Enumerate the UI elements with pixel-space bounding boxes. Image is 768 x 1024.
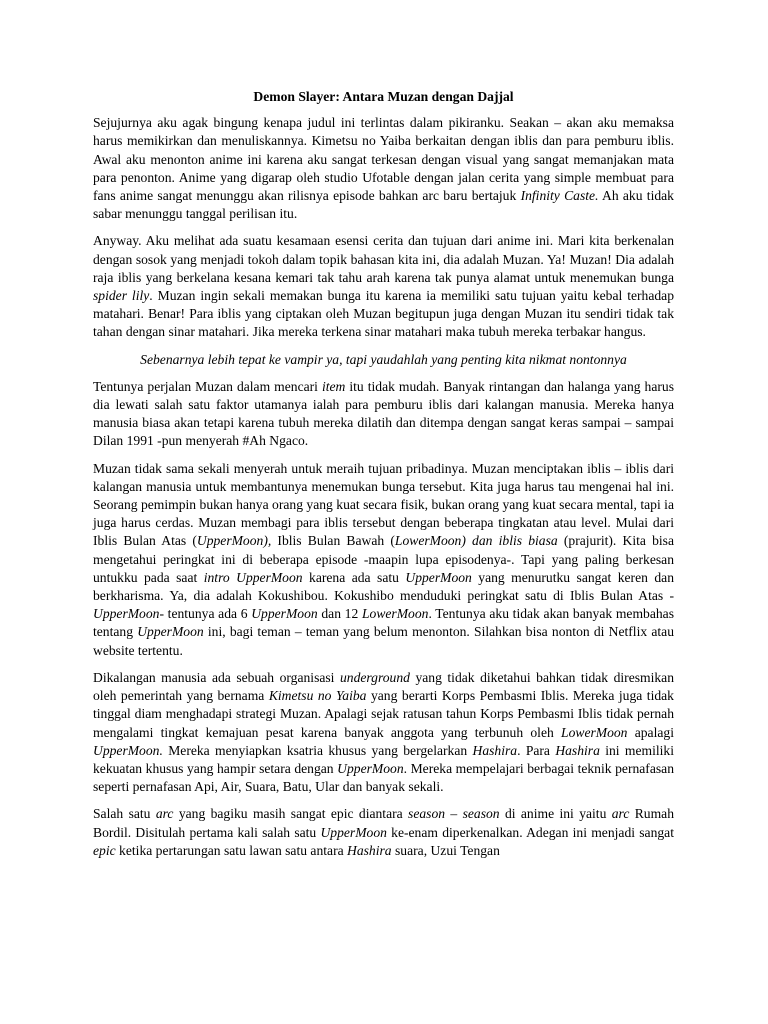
text-run: suara, Uzui Tengan (391, 842, 500, 858)
italic-text: Hashira (555, 742, 600, 758)
italic-text: UpperMoon (137, 624, 204, 640)
text-run: Dikalangan manusia ada sebuah organisasi (93, 669, 340, 685)
paragraph (93, 114, 674, 223)
paragraph (93, 232, 674, 341)
italic-text: UpperMoon (93, 606, 160, 622)
italic-text: arc (155, 806, 174, 822)
italic-text: season – season (408, 806, 500, 822)
text-run: Sebenarnya lebih tepat ke vampir ya, tapi yaudahlah yang penting kita nikmat nontonnya (140, 351, 627, 367)
text-run: yang tidak diketahui bahkan tidak diresmikan oleh pemerintah yang bernama (93, 669, 675, 704)
text-run: Rumah Bordil. Disitulah pertama kali salah satu (93, 806, 675, 840)
italic-text: spider lily (93, 288, 150, 304)
italic-text: underground (339, 669, 410, 685)
text-run: Muzan tidak sama sekali menyerah untuk meraih tujuan pribadinya. Muzan menciptakan iblis – iblis dari kalangan manusia untuk membantunya menemukan bunga tersebut. Kita juga harus tau mengenai hal ini. Seorang pemimpin bukan hanya orang yang kuat secara fisik, bukan orang yang kuat secara mental, tapi ia juga harus cerdas. Muzan membagi para iblis tersebut dengan beberapa tingkatan atau level. Mulai dari Iblis Bulan Atas ( (93, 460, 674, 549)
italic-text: Hashira (347, 842, 392, 858)
text-run: Iblis Bulan Bawah ( (271, 533, 395, 549)
italic-text: epic (93, 842, 116, 858)
text-run: Sejujurnya aku agak bingung kenapa judul ini terlintas dalam pikiranku. Seakan – akan aku memaksa harus memikirkan dan menuliskannya. Kimetsu no Yaiba berkaitan dengan iblis dan para pemburu iblis. Awal aku menonton anime ini karena aku sangat terkesan dengan visual yang sangat memanjakan mata para penonton. Anime yang digarap oleh studio Ufotable dengan jalan cerita yang simple membuat para fans anime sangat menunggu akan rilisnya episode bahkan arc baru bertajuk (93, 115, 674, 204)
text-run: Salah satu (93, 806, 156, 822)
text-run: Ah aku tidak sabar menunggu tanggal perilisan itu. (93, 188, 674, 222)
text-run: yang menurutku sangat keren dan berkharisma. Ya, dia adalah Kokushibou. Kokushibo menduduki peringkat satu di Iblis Bulan Atas - (93, 569, 674, 604)
text-run: karena ada satu (302, 569, 406, 585)
text-run: Anyway. Aku melihat ada suatu kesamaan esensi cerita dan tujuan dari anime ini. Mari kita berkenalan dengan sosok yang menjadi tokoh dalam topik bahasan kita ini, dia adalah Muzan. Ya! Muzan! Dia adalah raja iblis yang berkelana kesana kemari tak tahu arah karena tak punya alamat untuk menemukan bunga (93, 233, 674, 285)
text-run: Mereka menyiapkan ksatria khusus yang bergelarkan (162, 742, 473, 758)
document-body (93, 114, 674, 860)
text-run: Tentunya perjalan Muzan dalam mencari (93, 378, 322, 394)
italic-text: LowerMoon (561, 724, 628, 740)
text-run: - tentunya ada 6 (159, 606, 252, 622)
italic-text: item (321, 378, 346, 394)
italic-text: LowerMoon (361, 606, 429, 622)
paragraph (93, 378, 674, 451)
italic-text: UpperMoon (320, 824, 387, 840)
pull-quote (93, 351, 674, 369)
paragraph (93, 669, 674, 796)
italic-text: UpperMoon), (196, 533, 272, 549)
italic-text: Kimetsu no Yaiba (268, 688, 367, 704)
text-run: . Tentunya aku tidak akan banyak membahas tentang (93, 606, 674, 640)
italic-text: Infinity Caste. (520, 188, 599, 204)
text-run: ini, bagi teman – teman yang belum menonton. Silahkan bisa nonton di Netflix atau website tertentu. (93, 624, 674, 658)
paragraph (93, 805, 674, 860)
italic-text: Hashira (472, 742, 518, 758)
paragraph (93, 460, 674, 660)
text-run: ke-enam diperkenalkan. Adegan ini menjadi sangat (386, 824, 674, 840)
italic-text: UpperMoon. (93, 742, 163, 758)
text-run: itu tidak mudah. Banyak rintangan dan halanga yang harus dia lewati salah satu faktor utamanya ialah para pemburu iblis dari kalangan manusia. Mereka hanya manusia biasa akan tetapi karena tubuh mereka dilatih dan ditempa dengan sangat keras sampai – sampai Dilan 1991 -pun menyerah #Ah Ngaco. (93, 378, 675, 449)
text-run: yang bagiku masih sangat epic diantara (173, 806, 409, 822)
text-run: . Para (517, 742, 556, 758)
text-run: di anime ini yaitu (499, 806, 612, 822)
italic-text: UpperMoon (405, 569, 472, 585)
text-run: . Mereka mempelajari berbagai teknik pernafasan seperti pernafasan Api, Air, Suara, Batu, Ular dan banyak sekali. (93, 760, 674, 795)
text-run: . Muzan ingin sekali memakan bunga itu karena ia memiliki satu tujuan yaitu kebal terhadap matahari. Benar! Para iblis yang ciptakan oleh Muzan begitupun juga dengan Muzan itu sendiri tidak tak tahan dengan sinar matahari. Jika mereka terkena sinar matahari maka tubuh mereka terbakar hangus. (93, 288, 675, 340)
text-run: ketika pertarungan satu lawan satu antara (115, 842, 348, 858)
text-run: apalagi (627, 724, 674, 740)
italic-text: UpperMoon (337, 760, 404, 776)
italic-text: LowerMoon) dan iblis biasa (394, 533, 558, 549)
text-run: yang berarti Korps Pembasmi Iblis. Mereka juga tidak tinggal diam menghadapi strategi Muzan. Apalagi sejak ratusan tahun Korps Pembasmi Iblis tidak pernah mengalami tingkat kemajuan pesat karena banyak anggota yang terbunuh oleh (93, 688, 674, 740)
italic-text: UpperMoon (251, 606, 318, 622)
document-page (93, 88, 674, 869)
text-run: (prajurit). Kita bisa mengetahui peringkat ini di beberapa episode -maapin lupa episodenya-. Tapi yang paling berkesan untukku pada saat (93, 533, 674, 585)
italic-text: intro UpperMoon (203, 569, 303, 585)
text-run: dan 12 (317, 606, 362, 622)
italic-text: arc (611, 806, 630, 822)
document-title: Demon Slayer: Antara Muzan dengan Dajjal (253, 89, 514, 104)
text-run: ini memiliki kekuatan khusus yang hampir setara dengan (93, 742, 674, 776)
